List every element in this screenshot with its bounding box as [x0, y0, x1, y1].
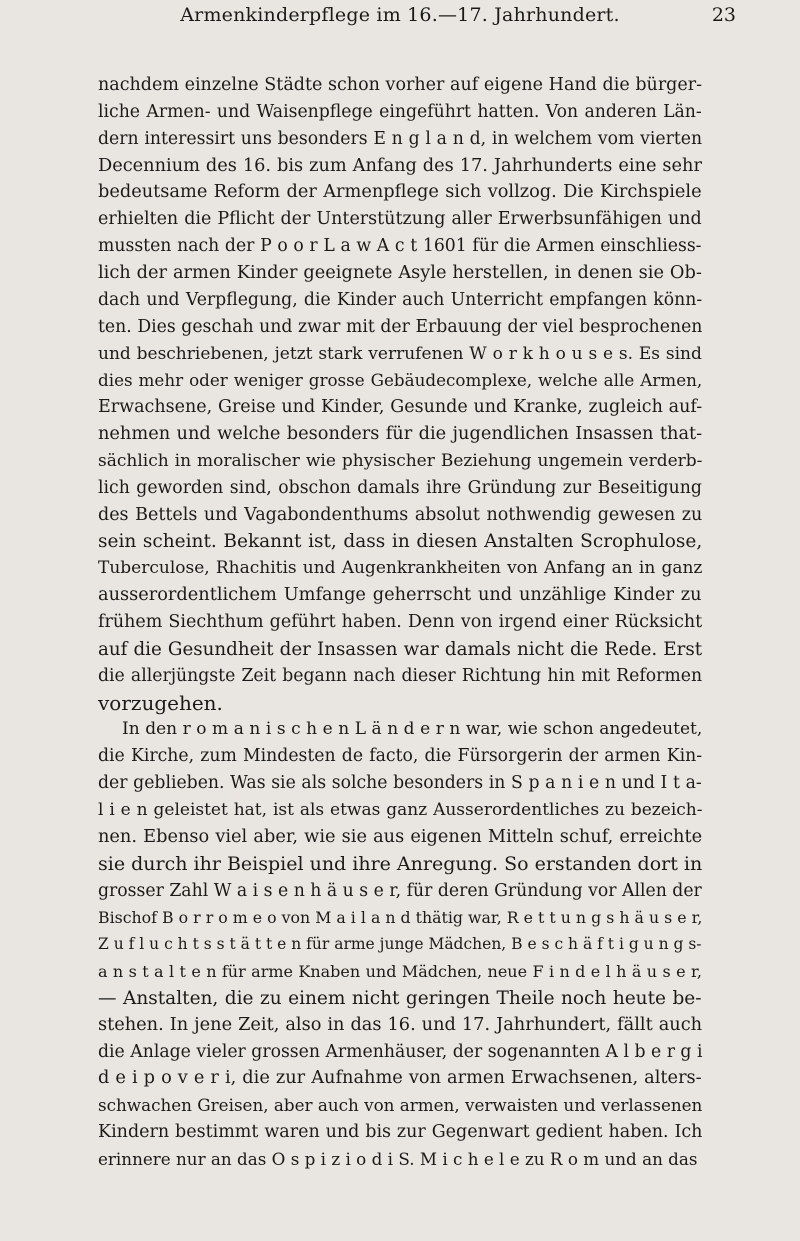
text-line: bedeutsame Reform der Armenpflege sich vollzog. Die Kirchspiele: [98, 182, 702, 203]
text-line: ausserordentlichem Umfange geherrscht und unzählige Kinder zu: [98, 585, 702, 606]
text-line: der geblieben. Was sie als solche besonders in S p a n i e n und I t a-: [98, 773, 702, 794]
text-line: liche Armen- und Waisenpflege eingeführt hatten. Von anderen Län-: [98, 101, 702, 122]
running-title: Armenkinderpflege im 16.—17. Jahrhundert.: [180, 4, 620, 26]
text-line: die Kirche, zum Mindesten de facto, die Fürsorgerin der armen Kin-: [98, 746, 703, 767]
text-line: dach und Verpflegung, die Kinder auch Unterricht empfangen könn-: [98, 289, 703, 310]
text-line: frühem Siechthum geführt haben. Denn von irgend einer Rücksicht: [98, 612, 703, 632]
text-line: dern interessirt uns besonders E n g l a n d, in welchem vom vierten: [98, 128, 703, 149]
text-line: sächlich in moralischer wie physischer Beziehung ungemein verderb-: [98, 450, 703, 471]
text-line: ten. Dies geschah und zwar mit der Erbauung der viel besprochenen: [98, 316, 703, 337]
text-line: und beschriebenen, jetzt stark verrufenen W o r k h o u s e s. Es sind: [98, 343, 702, 364]
text-line: schwachen Greisen, aber auch von armen, verwaisten und verlassenen: [98, 1095, 703, 1116]
text-line: Kindern bestimmt waren und bis zur Gegenwart gedient haben. Ich: [98, 1122, 703, 1143]
text-line: dies mehr oder weniger grosse Gebäudecomplexe, welche alle Armen,: [98, 370, 703, 391]
text-line: lich der armen Kinder geeignete Asyle herstellen, in denen sie Ob-: [98, 262, 702, 283]
text-line: erhielten die Pflicht der Unterstützung aller Erwerbsunfähigen und: [98, 209, 702, 230]
text-line: stehen. In jene Zeit, also in das 16. und 17. Jahrhundert, fällt auch: [98, 1014, 703, 1035]
text-line: grosser Zahl W a i s e n h ä u s e r, für deren Gründung vor Allen der: [98, 880, 702, 901]
running-header: [0, 4, 800, 30]
text-line: Z u f l u c h t s s t ä t t e n für arme junge Mädchen, B e s c h ä f t i g u n g s-: [98, 935, 702, 954]
text-line: des Bettels und Vagabondenthums absolut nothwendig gewesen zu: [98, 504, 703, 525]
text-line: nachdem einzelne Städte schon vorher auf eigene Hand die bürger-: [98, 75, 703, 95]
text-line: die Anlage vieler grossen Armenhäuser, der sogenannten A l b e r g i: [98, 1041, 703, 1062]
text-line: sein scheint. Bekannt ist, dass in diesen Anstalten Scrophulose,: [98, 531, 703, 553]
text-line: Bischof B o r r o m e o von M a i l a n d thätig war, R e t t u n g s h ä u s e r,: [98, 908, 703, 928]
text-line: l i e n geleistet hat, ist als etwas ganz Ausserordentliches zu bezeich-: [98, 799, 703, 820]
text-line: nehmen und welche besonders für die jugendlichen Insassen that-: [98, 424, 703, 445]
text-line: auf die Gesundheit der Insassen war damals nicht die Rede. Erst: [98, 638, 703, 660]
text-line: Erwachsene, Greise und Kinder, Gesunde und Kranke, zugleich auf-: [98, 397, 703, 418]
text-line: vorzugehen.: [98, 690, 223, 715]
text-line: a n s t a l t e n für arme Knaben und Mädchen, neue F i n d e l h ä u s e r,: [98, 962, 702, 982]
text-line: erinnere nur an das O s p i z i o d i S. M i c h e l e zu R o m und an das: [98, 1149, 698, 1169]
page-number: 23: [711, 4, 736, 26]
text-line: d e i p o v e r i, die zur Aufnahme von armen Erwachsenen, alters-: [98, 1068, 702, 1089]
text-line: sie durch ihr Beispiel und ihre Anregung. So erstanden dort in: [98, 852, 703, 875]
text-line: Tuberculose, Rhachitis und Augenkrankheiten von Anfang an in ganz: [98, 558, 703, 579]
text-line: lich geworden sind, obschon damals ihre Gründung zur Beseitigung: [98, 477, 702, 498]
text-line: In den r o m a n i s c h e n L ä n d e r n war, wie schon angedeutet,: [122, 719, 703, 740]
text-line: — Anstalten, die zu einem nicht geringen Theile noch heute be-: [98, 987, 702, 1009]
text-line: Decennium des 16. bis zum Anfang des 17. Jahrhunderts eine sehr: [98, 155, 702, 176]
text-line: die allerjüngste Zeit begann nach dieser Richtung hin mit Reformen: [98, 665, 703, 686]
text-line: nen. Ebenso viel aber, wie sie aus eigenen Mitteln schuf, erreichte: [98, 826, 703, 847]
text-line: mussten nach der P o o r L a w A c t 1601 für die Armen einschliess-: [98, 236, 702, 257]
